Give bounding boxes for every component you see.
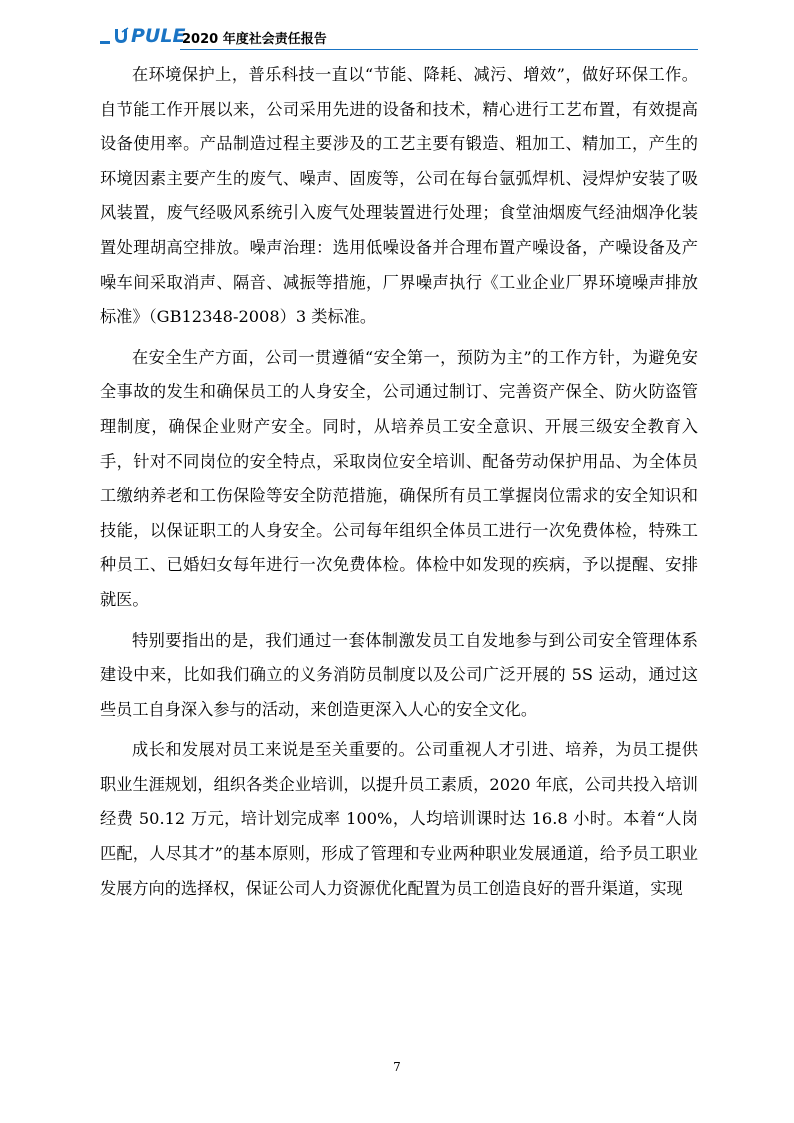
page-header xyxy=(100,22,698,50)
logo-dash xyxy=(100,41,110,44)
paragraph-safety: 在安全生产方面，公司一贯遵循“安全第一，预防为主”的工作方针，为避免安全事故的发生和确保员工的人身安全，公司通过制订、完善资产保全、防火防盗管理制度，确保企业财产安全。同时，从培养员工安全意识、开展三级安全教育入手，针对不同岗位的安全特点，采取岗位安全培训、配备劳动保护用品、为全体员工缴纳养老和工伤保险等安全防范措施，确保所有员工掌握岗位需求的安全知识和技能，以保证职工的人身安全。公司每年组织全体员工进行一次免费体检，特殊工种员工、已婚妇女每年进行一次免费体检。体检中如发现的疾病，予以提醒、安排就医。 xyxy=(100,347,698,609)
page-number: 7 xyxy=(393,1060,401,1074)
paragraph-environment: 在环境保护上，普乐科技一直以“节能、降耗、减污、增效”，做好环保工作。自节能工作开展以来，公司采用先进的设备和技术，精心进行工艺布置，有效提高设备使用率。产品制造过程主要涉及的工艺主要有锻造、粗加工、精加工，产生的环境因素主要产生的废气、噪声、固废等，公司在每台氩弧焊机、浸焊炉安装了吸风装置，废气经吸风系统引入废气处理装置进行处理；食堂油烟废气经油烟净化装置处理胡高空排放。噪声治理：选用低噪设备并合理布置产噪设备，产噪设备及产噪车间采取消声、隔音、减振等措施，厂界噪声执行《工业企业厂界环境噪声排放标准》（GB12348-2008）3 类标准。 xyxy=(100,65,698,327)
report-title: 2020 年度社会责任报告 xyxy=(182,32,327,47)
header-divider xyxy=(180,49,698,50)
logo-text: PULE xyxy=(131,25,186,47)
document-body xyxy=(100,58,698,906)
paragraph-safety-culture: 特别要指出的是，我们通过一套体制激发员工自发地参与到公司安全管理体系建设中来，比如我们确立的义务消防员制度以及公司广泛开展的 5S 运动，通过这些员工自身深入参与的活动，来创造更深入人心的安全文化。 xyxy=(100,630,698,719)
logo-u-mark-icon xyxy=(112,27,130,45)
paragraph-employee-growth: 成长和发展对员工来说是至关重要的。公司重视人才引进、培养，为员工提供职业生涯规划，组织各类企业培训，以提升员工素质，2020 年底，公司共投入培训经费 50.12 万元，培计划完成率 100%，人均培训课时达 16.8 小时。本着“人岗匹配，人尽其才”的基本原则，形成了管理和专业两种职业发展通道，给予员工职业发展方向的选择权，保证公司人力资源优化配置为员工创造良好的晋升渠道，实现 xyxy=(100,740,698,898)
company-logo xyxy=(100,22,185,50)
